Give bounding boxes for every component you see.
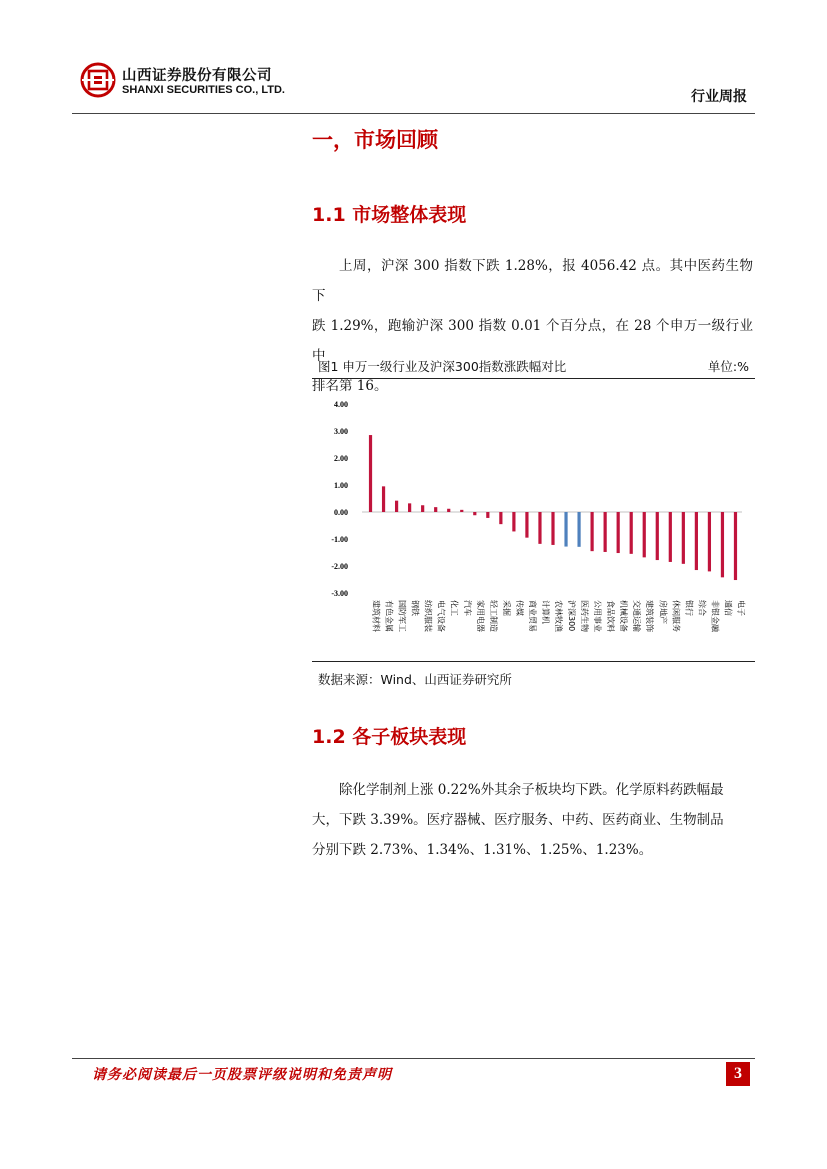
category-label: 纺织服装 bbox=[423, 600, 433, 632]
paragraph-line: 除化学制剂上涨 0.22%外其余子板块均下跌。化学原料药跌幅最 bbox=[339, 782, 724, 798]
category-label: 传媒 bbox=[514, 600, 524, 616]
category-label: 计算机 bbox=[540, 600, 550, 624]
bar bbox=[617, 512, 620, 553]
company-name-en: SHANXI SECURITIES CO., LTD. bbox=[122, 84, 285, 96]
figure-unit: 单位:% bbox=[707, 359, 749, 374]
bar bbox=[421, 505, 424, 512]
report-type-label: 行业周报 bbox=[691, 89, 747, 105]
figure-source: 数据来源：Wind、山西证券研究所 bbox=[318, 672, 512, 687]
category-label: 家用电器 bbox=[475, 600, 485, 632]
bar bbox=[564, 512, 567, 547]
y-tick-label: -3.00 bbox=[331, 589, 348, 598]
company-logo-icon bbox=[80, 62, 116, 98]
category-label: 采掘 bbox=[501, 600, 511, 616]
bar bbox=[512, 512, 515, 531]
figure-top-rule bbox=[312, 378, 755, 379]
category-label: 综合 bbox=[697, 600, 707, 616]
bar bbox=[460, 510, 463, 512]
bar bbox=[630, 512, 633, 554]
category-label: 钢铁 bbox=[410, 600, 420, 616]
bar bbox=[734, 512, 737, 580]
y-tick-label: 2.00 bbox=[334, 454, 348, 463]
category-label: 轻工制造 bbox=[488, 600, 498, 632]
paragraph-subsectors bbox=[312, 775, 753, 865]
category-label: 休闲服务 bbox=[671, 600, 681, 632]
bar bbox=[499, 512, 502, 524]
category-label: 汽车 bbox=[462, 600, 472, 616]
bar bbox=[525, 512, 528, 538]
y-tick-label: 1.00 bbox=[334, 481, 348, 490]
paragraph-line: 上周，沪深 300 指数下跌 1.28%，报 4056.42 点。其中医药生物下 bbox=[312, 258, 753, 304]
category-label: 医药生物 bbox=[580, 600, 590, 632]
bar bbox=[695, 512, 698, 570]
category-label: 沪深300 bbox=[567, 600, 577, 632]
section-heading-overall: 1.1 市场整体表现 bbox=[312, 204, 467, 226]
bar bbox=[538, 512, 541, 544]
category-label: 有色金属 bbox=[384, 600, 394, 632]
bar bbox=[551, 512, 554, 545]
category-label: 电子 bbox=[736, 600, 746, 616]
header-divider bbox=[72, 113, 755, 114]
bar bbox=[369, 435, 372, 512]
y-tick-label: 4.00 bbox=[334, 400, 348, 409]
bar bbox=[486, 512, 489, 518]
industry-change-bar-chart bbox=[312, 384, 755, 656]
bar bbox=[382, 486, 385, 512]
bar bbox=[577, 512, 580, 547]
category-label: 公用事业 bbox=[593, 600, 603, 632]
category-label: 建筑材料 bbox=[371, 600, 381, 632]
bar bbox=[447, 509, 450, 512]
bar bbox=[395, 501, 398, 512]
y-tick-label: -1.00 bbox=[331, 535, 348, 544]
disclaimer-text: 请务必阅读最后一页股票评级说明和免责声明 bbox=[92, 1067, 392, 1083]
category-label: 化工 bbox=[449, 600, 459, 616]
figure-title: 图1 申万一级行业及沪深300指数涨跌幅对比 bbox=[318, 359, 567, 374]
category-label: 机械设备 bbox=[619, 600, 629, 632]
category-label: 交通运输 bbox=[632, 600, 642, 632]
y-tick-label: 3.00 bbox=[334, 427, 348, 436]
category-label: 国防军工 bbox=[397, 600, 407, 632]
paragraph-line: 排名第 16。 bbox=[312, 378, 388, 394]
company-name-cn: 山西证券股份有限公司 bbox=[122, 68, 272, 84]
bar bbox=[721, 512, 724, 577]
category-label: 建筑装饰 bbox=[645, 600, 655, 632]
category-label: 农林牧渔 bbox=[554, 600, 563, 632]
bar bbox=[591, 512, 594, 551]
bar bbox=[434, 507, 437, 512]
section-heading-subsectors: 1.2 各子板块表现 bbox=[312, 726, 467, 748]
bar bbox=[473, 512, 476, 515]
footer-divider bbox=[72, 1058, 755, 1059]
bar bbox=[708, 512, 711, 571]
category-label: 食品饮料 bbox=[606, 600, 616, 632]
bar bbox=[669, 512, 672, 562]
paragraph-line: 大，下跌 3.39%。医疗器械、医疗服务、中药、医药商业、生物制品 bbox=[312, 812, 724, 828]
y-tick-label: -2.00 bbox=[331, 562, 348, 571]
category-label: 房地产 bbox=[658, 600, 668, 624]
category-label: 商业贸易 bbox=[527, 600, 537, 632]
figure-bottom-rule bbox=[312, 661, 755, 662]
bar bbox=[656, 512, 659, 560]
paragraph-line: 跌 1.29%，跑输沪深 300 指数 0.01 个百分点，在 28 个申万一级行业中 bbox=[312, 318, 753, 364]
category-label: 银行 bbox=[684, 600, 694, 616]
bar bbox=[682, 512, 685, 564]
bar bbox=[643, 512, 646, 557]
bar bbox=[604, 512, 607, 552]
paragraph-line: 分别下跌 2.73%、1.34%、1.31%、1.25%、1.23%。 bbox=[312, 842, 653, 858]
category-label: 电气设备 bbox=[436, 600, 446, 632]
page-number: 3 bbox=[726, 1062, 750, 1086]
category-label: 通信 bbox=[723, 600, 733, 616]
bar bbox=[408, 503, 411, 512]
category-label: 非银金融 bbox=[710, 600, 720, 632]
y-tick-label: 0.00 bbox=[334, 508, 348, 517]
section-heading-market-review: 一，市场回顾 bbox=[312, 128, 438, 152]
